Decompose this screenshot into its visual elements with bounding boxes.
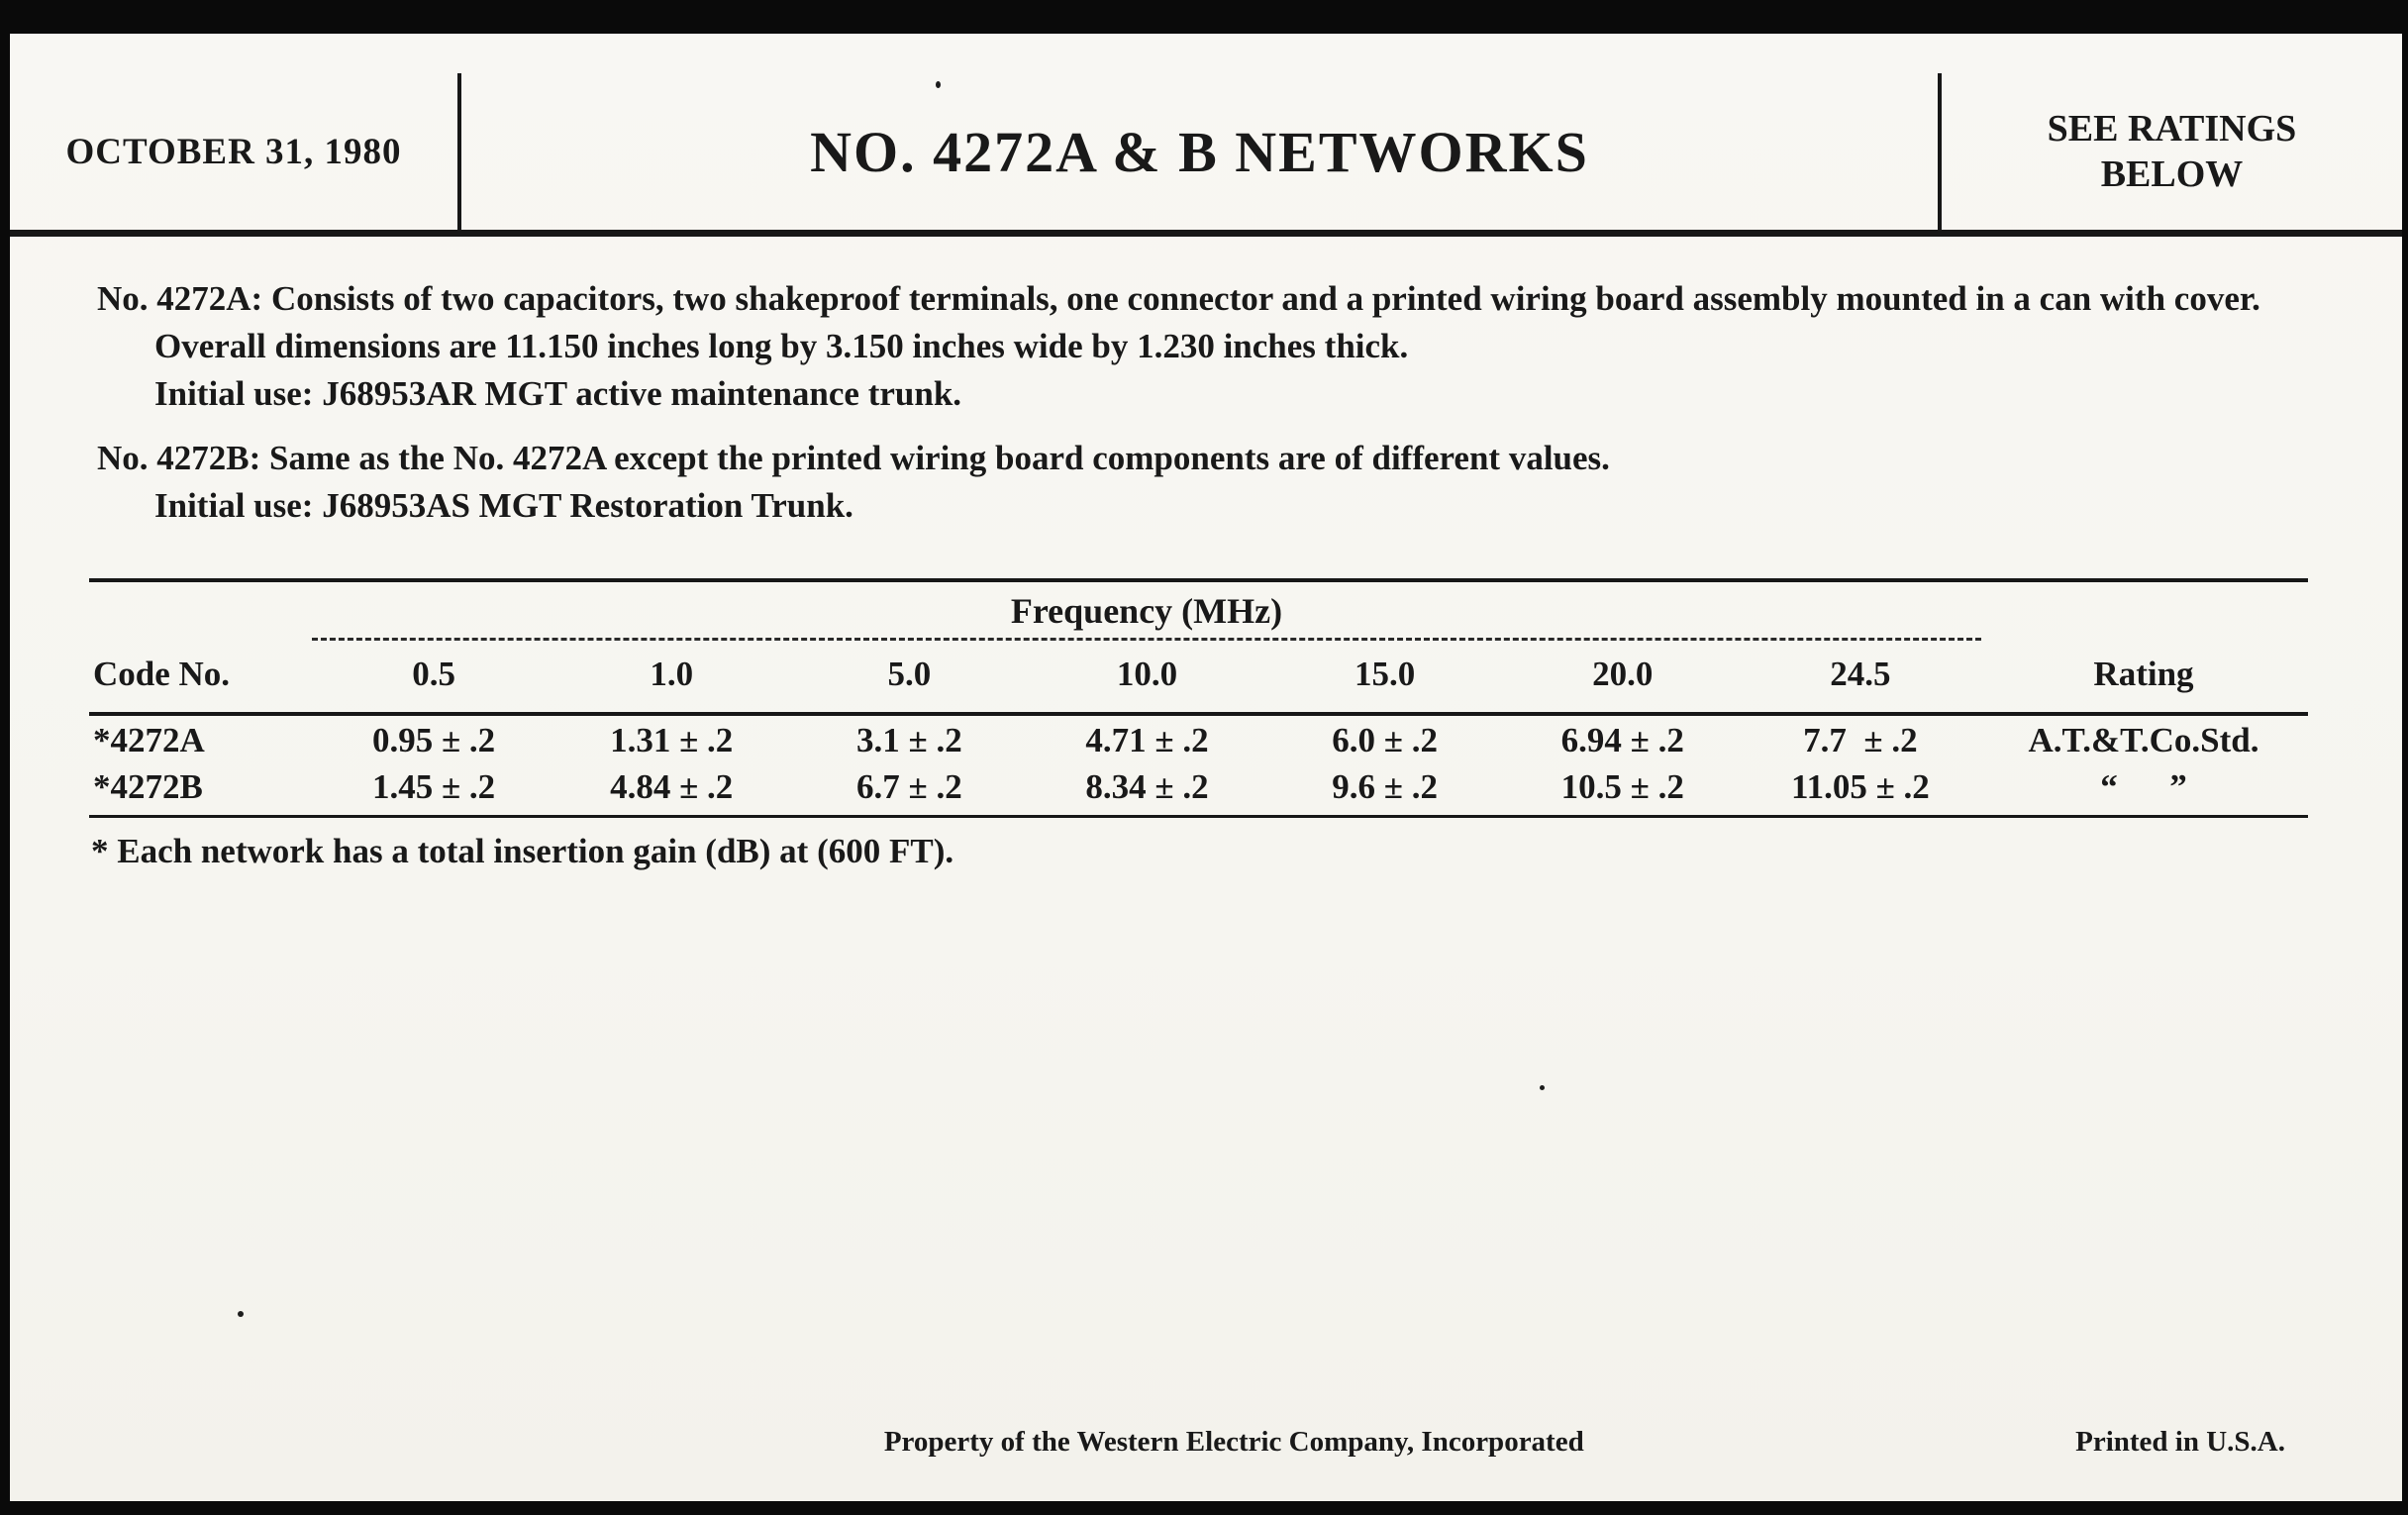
row-4272a-code: *4272A	[93, 720, 205, 759]
paragraph-4272b: No. 4272B: Same as the No. 4272A except the printed wiring board components are of different values.	[97, 438, 1610, 477]
paragraph-4272b-initial-use: Initial use: J68953AS MGT Restoration Trunk.	[154, 485, 853, 525]
footer-property-line: Property of the Western Electric Company, Incorporated	[883, 1426, 1584, 1458]
description-section	[97, 276, 2303, 529]
footer	[10, 1426, 2402, 1469]
ratings-note	[1942, 73, 2402, 230]
insertion-gain-table	[89, 578, 2308, 871]
row-4272a-rating: A.T.&T.Co.Std.	[2028, 720, 2259, 759]
document-date: OCTOBER 31, 1980	[65, 131, 402, 172]
row-4272b-val-1-0: 4.84 ± .2	[610, 766, 734, 806]
row-4272a-val-20-0: 6.94 ± .2	[1560, 720, 1684, 759]
row-4272b-val-15-0: 9.6 ± .2	[1332, 766, 1438, 806]
column-header-24-5: 24.5	[1830, 654, 1891, 693]
column-header-10-0: 10.0	[1116, 654, 1178, 693]
column-header-20-0: 20.0	[1592, 654, 1654, 693]
row-4272b-code: *4272B	[93, 766, 203, 806]
column-header-1-0: 1.0	[650, 654, 694, 693]
ratings-note-text: SEE RATINGS BELOW	[2047, 107, 2297, 195]
frequency-group-header: Frequency (MHz)	[312, 590, 1981, 641]
row-4272b-val-24-5: 11.05 ± .2	[1791, 766, 1930, 806]
row-4272b-val-0-5: 1.45 ± .2	[371, 766, 496, 806]
table-footnote: * Each network has a total insertion gain (dB) at (600 FT).	[91, 831, 954, 870]
paragraph-4272a-initial-use: Initial use: J68953AR MGT active maintenance trunk.	[154, 374, 962, 414]
row-4272a-val-10-0: 4.71 ± .2	[1085, 720, 1209, 759]
row-4272a-val-1-0: 1.31 ± .2	[610, 720, 734, 759]
paragraph-4272a-dimensions: Overall dimensions are 11.150 inches long by 3.150 inches wide by 1.230 inches thick.	[154, 327, 1409, 366]
row-4272a-val-0-5: 0.95 ± .2	[371, 720, 496, 759]
page-title: NO. 4272A & B NETWORKS	[457, 73, 1942, 230]
row-4272b-rating: “ ”	[2100, 766, 2187, 806]
row-4272b-val-5-0: 6.7 ± .2	[855, 766, 962, 806]
table-bottom-rule	[89, 815, 2308, 818]
table-grid	[89, 641, 2308, 818]
row-4272a-val-5-0: 3.1 ± .2	[855, 720, 962, 759]
column-header-0-5: 0.5	[412, 654, 455, 693]
document-page	[10, 34, 2402, 1501]
row-4272a-val-24-5: 7.7 ± .2	[1803, 720, 1918, 759]
row-4272a-val-15-0: 6.0 ± .2	[1332, 720, 1438, 759]
footer-printed-line: Printed in U.S.A.	[2075, 1426, 2285, 1458]
scan-speck	[936, 81, 941, 88]
header	[10, 73, 2402, 237]
row-4272b-val-20-0: 10.5 ± .2	[1560, 766, 1684, 806]
scan-speck	[238, 1311, 244, 1317]
column-header-code: Code No.	[93, 654, 231, 693]
column-header-15-0: 15.0	[1354, 654, 1416, 693]
row-4272b-val-10-0: 8.34 ± .2	[1085, 766, 1209, 806]
paragraph-4272a: No. 4272A: Consists of two capacitors, two shakeproof terminals, one connector and a printed wiring board assembly mounted in a can with cover.	[97, 279, 2260, 318]
column-header-5-0: 5.0	[887, 654, 932, 693]
column-header-rating: Rating	[2093, 654, 2194, 693]
scan-speck	[1540, 1085, 1545, 1090]
